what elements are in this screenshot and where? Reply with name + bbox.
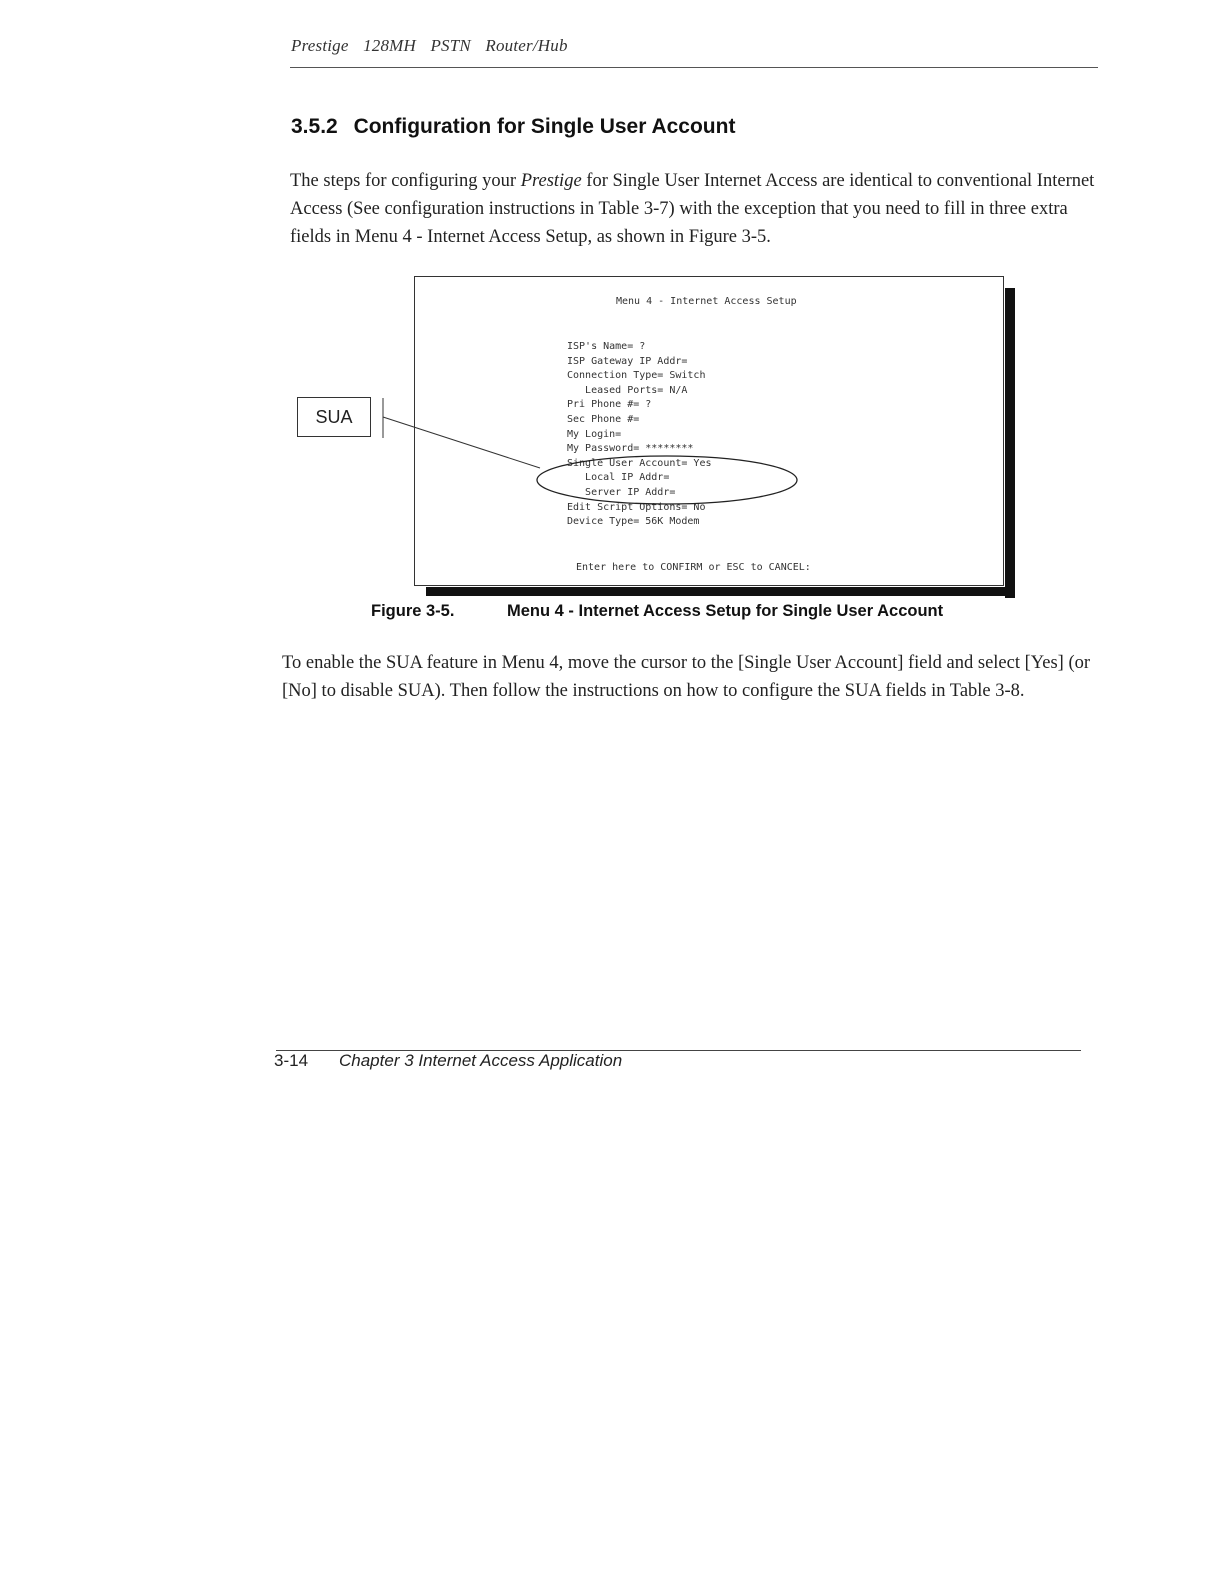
closing-paragraph: To enable the SUA feature in Menu 4, move the cursor to the [Single User Account] field and select [Yes] (or [No] to disable SUA). Then follow the instructions on how to configure the SUA fields in Table 3-8. xyxy=(282,653,1091,701)
menu-field-line: Edit Script Options= No xyxy=(567,501,706,513)
intro-product-name: Prestige xyxy=(520,171,582,191)
intro-text-after: for Single User Internet Access are identical to conventional Internet Access (See configuration instructions in Table 3-7) with the exception that you need to fill in three extra fields in Menu 4 - Internet Access Setup, as shown in Figure 3-5. xyxy=(290,171,1095,247)
menu-field-line: Single User Account= Yes xyxy=(567,457,712,469)
callout-leader-line xyxy=(383,417,540,468)
figure-number: Figure 3-5. xyxy=(371,602,455,620)
page-number: 3-14 xyxy=(274,1051,309,1070)
menu-field-line: My Login= xyxy=(567,428,622,440)
menu-field-line: ISP's Name= ? xyxy=(567,341,646,352)
intro-text-before: The steps for configuring your xyxy=(290,171,521,191)
menu-field-line: Pri Phone #= ? xyxy=(567,399,652,411)
menu-field-line: Device Type= 56K Modem xyxy=(567,516,700,528)
running-header: Prestige 128MH PSTN Router/Hub xyxy=(291,36,568,55)
menu-field-line: Leased Ports= N/A xyxy=(567,384,688,396)
footer-chapter-title: Chapter 3 Internet Access Application xyxy=(339,1051,623,1070)
menu-field-line: Connection Type= Switch xyxy=(567,370,706,382)
menu-footer-prompt: Enter here to CONFIRM or ESC to CANCEL: xyxy=(576,562,811,573)
sua-fields-highlight-ellipse xyxy=(537,456,797,504)
menu-title: Menu 4 - Internet Access Setup xyxy=(616,296,797,307)
menu-field-line: Server IP Addr= xyxy=(567,486,676,498)
section-number: 3.5.2 xyxy=(291,115,338,138)
menu-field-line: ISP Gateway IP Addr= xyxy=(567,355,688,367)
menu-field-line: Sec Phone #= xyxy=(567,413,640,425)
menu-field-line: My Password= ******** xyxy=(567,443,694,455)
figure-caption: Menu 4 - Internet Access Setup for Single User Account xyxy=(507,602,944,620)
sua-callout-label: SUA xyxy=(297,397,371,437)
menu-field-line: Local IP Addr= xyxy=(567,472,670,484)
section-title: Configuration for Single User Account xyxy=(353,115,736,138)
